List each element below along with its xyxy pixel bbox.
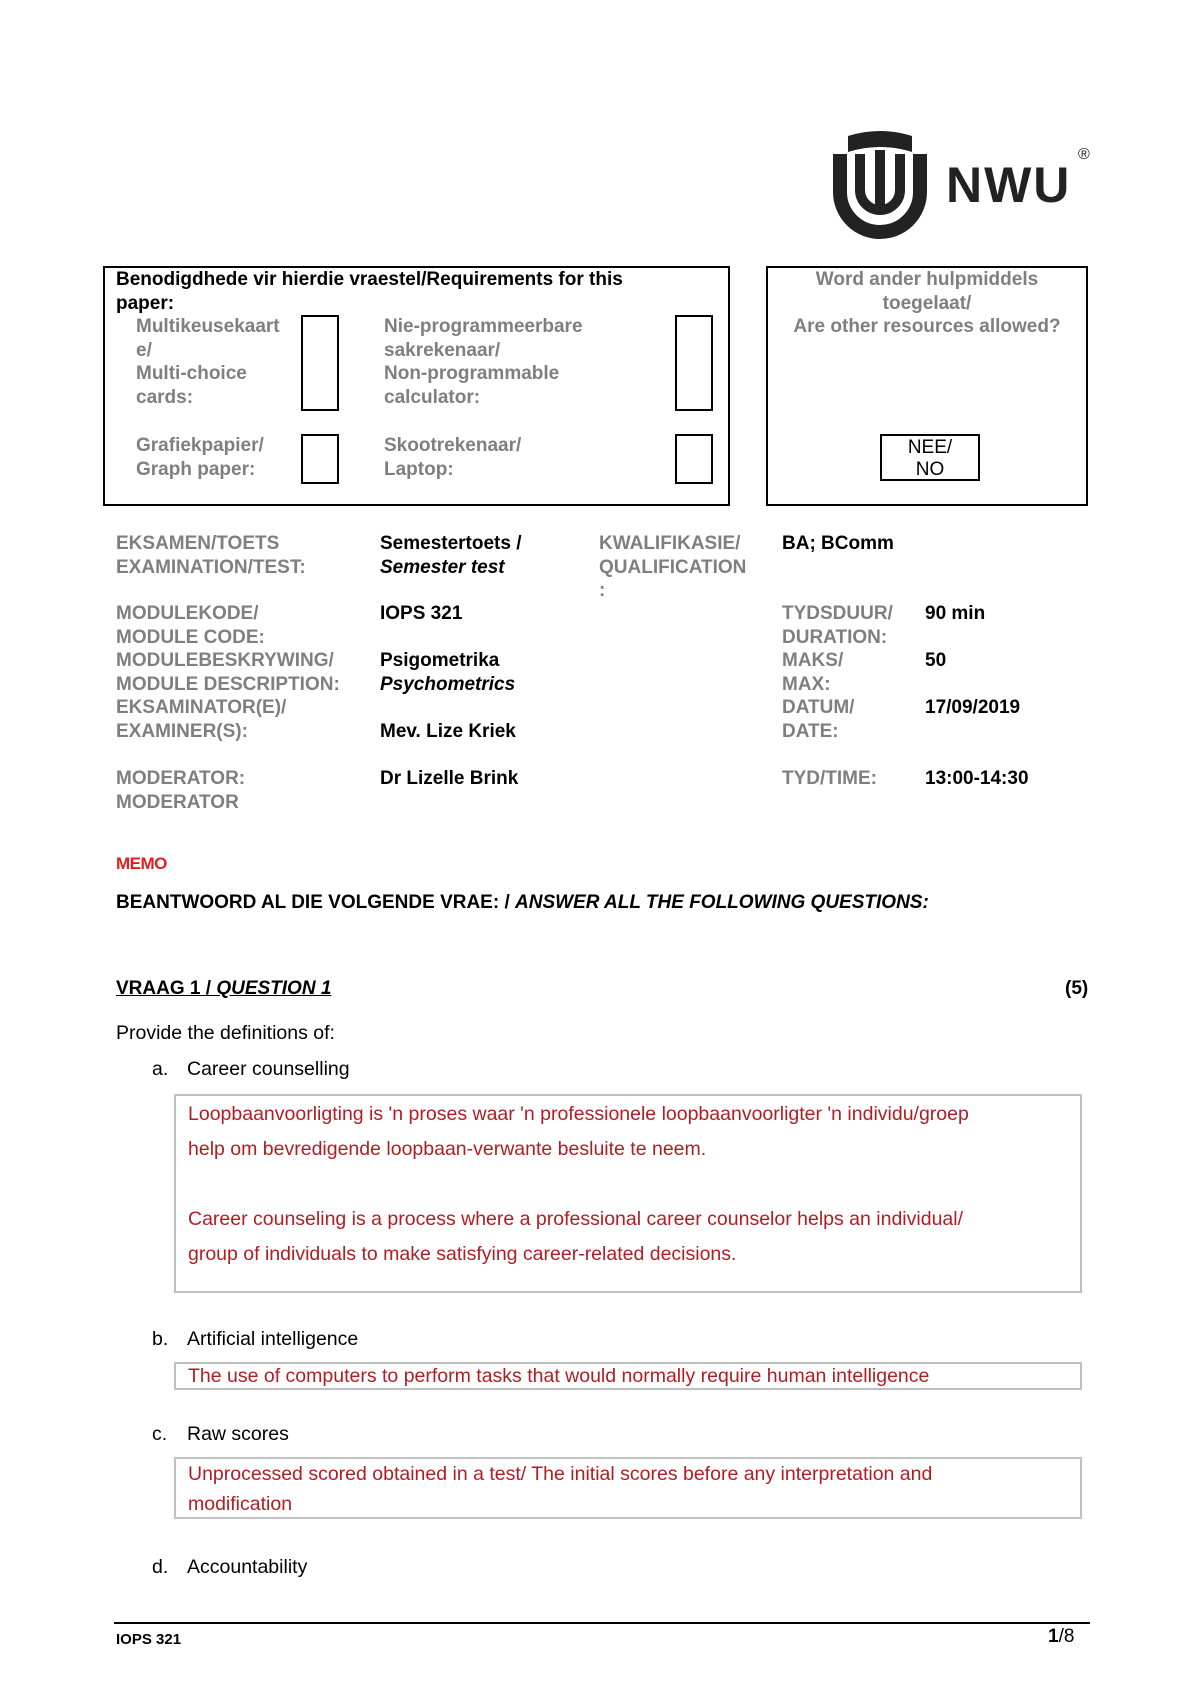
- answer-c-box: Unprocessed scored obtained in a test/ The initial scores before any interpretation and modification: [174, 1457, 1082, 1519]
- time-value: 13:00-14:30: [925, 768, 1029, 789]
- memo-heading: MEMO: [116, 854, 167, 873]
- requirement-graph-paper-label: Grafiekpapier/ Graph paper:: [136, 435, 264, 480]
- module-description-value: Psigometrika Psychometrics: [380, 650, 516, 695]
- module-code-value: IOPS 321: [380, 603, 463, 624]
- answer-b-box: The use of computers to perform tasks that would normally require human intelligence: [174, 1362, 1082, 1390]
- item-d-letter: d.: [152, 1556, 169, 1578]
- instruction: BEANTWOORD AL DIE VOLGENDE VRAE: / ANSWER ALL THE FOLLOWING QUESTIONS:: [116, 892, 929, 913]
- item-c-term: Raw scores: [187, 1423, 289, 1445]
- requirements-title: Benodigdhede vir hierdie vraestel/Requirements for this paper:: [116, 269, 623, 314]
- multichoice-checkbox[interactable]: [301, 315, 339, 411]
- footer-page-number: 1/8: [1048, 1626, 1075, 1647]
- footer-rule: [114, 1622, 1090, 1624]
- item-d-term: Accountability: [187, 1556, 308, 1578]
- footer-module-code: IOPS 321: [116, 1631, 182, 1648]
- qualification-label: KWALIFIKASIE/ QUALIFICATION :: [599, 533, 747, 601]
- requirement-laptop-label: Skootrekenaar/ Laptop:: [384, 435, 522, 480]
- module-description-label: MODULEBESKRYWING/ MODULE DESCRIPTION:: [116, 650, 340, 695]
- nwu-emblem-icon: [826, 130, 934, 240]
- max-value: 50: [925, 650, 947, 671]
- time-label: TYD/TIME:: [782, 768, 877, 789]
- item-a-term: Career counselling: [187, 1058, 350, 1080]
- max-label: MAKS/ MAX:: [782, 650, 844, 695]
- nwu-logo: [826, 130, 1096, 242]
- calculator-checkbox[interactable]: [675, 315, 713, 411]
- duration-label: TYDSDUUR/ DURATION:: [782, 603, 893, 648]
- module-code-label: MODULEKODE/ MODULE CODE:: [116, 603, 265, 648]
- requirement-multichoice-label: Multikeusekaart e/ Multi-choice cards:: [136, 316, 280, 408]
- question1-heading: VRAAG 1 / QUESTION 1: [116, 978, 332, 999]
- question1-marks: (5): [1065, 978, 1089, 999]
- resources-question: Word ander hulpmiddels toegelaat/ Are other resources allowed?: [793, 269, 1061, 337]
- examiner-value: Mev. Lize Kriek: [380, 721, 516, 742]
- item-a-letter: a.: [152, 1058, 169, 1080]
- qualification-value: BA; BComm: [782, 533, 894, 554]
- nwu-wordmark: NWU: [946, 157, 1072, 213]
- item-c-letter: c.: [152, 1423, 168, 1445]
- question1-prompt: Provide the definitions of:: [116, 1022, 335, 1044]
- item-b-term: Artificial intelligence: [187, 1328, 359, 1350]
- date-value: 17/09/2019: [925, 697, 1021, 718]
- laptop-checkbox[interactable]: [675, 434, 713, 484]
- moderator-label: MODERATOR: MODERATOR: [116, 768, 246, 813]
- examiner-label: EKSAMINATOR(E)/ EXAMINER(S):: [116, 697, 287, 742]
- exam-label: EKSAMEN/TOETS EXAMINATION/TEST:: [116, 533, 306, 578]
- answer-a-box: Loopbaanvoorligting is 'n proses waar 'n professionele loopbaanvoorligter 'n individu/groep help om bevredigende loopbaan-verwante besluite te neem. Career counseling is a process where a professional career counselor helps an individual/ group of individuals to make satisfying career-related decisions.: [174, 1094, 1082, 1293]
- duration-value: 90 min: [925, 603, 986, 624]
- requirement-calculator-label: Nie-programmeerbare sakrekenaar/ Non-programmable calculator:: [384, 316, 583, 408]
- registered-mark: ®: [1078, 146, 1090, 163]
- item-b-letter: b.: [152, 1328, 169, 1350]
- exam-value: Semestertoets / Semester test: [380, 533, 522, 578]
- graph-paper-checkbox[interactable]: [301, 434, 339, 484]
- resources-answer-box: NEE/ NO: [880, 434, 980, 481]
- date-label: DATUM/ DATE:: [782, 697, 855, 742]
- moderator-value: Dr Lizelle Brink: [380, 768, 519, 789]
